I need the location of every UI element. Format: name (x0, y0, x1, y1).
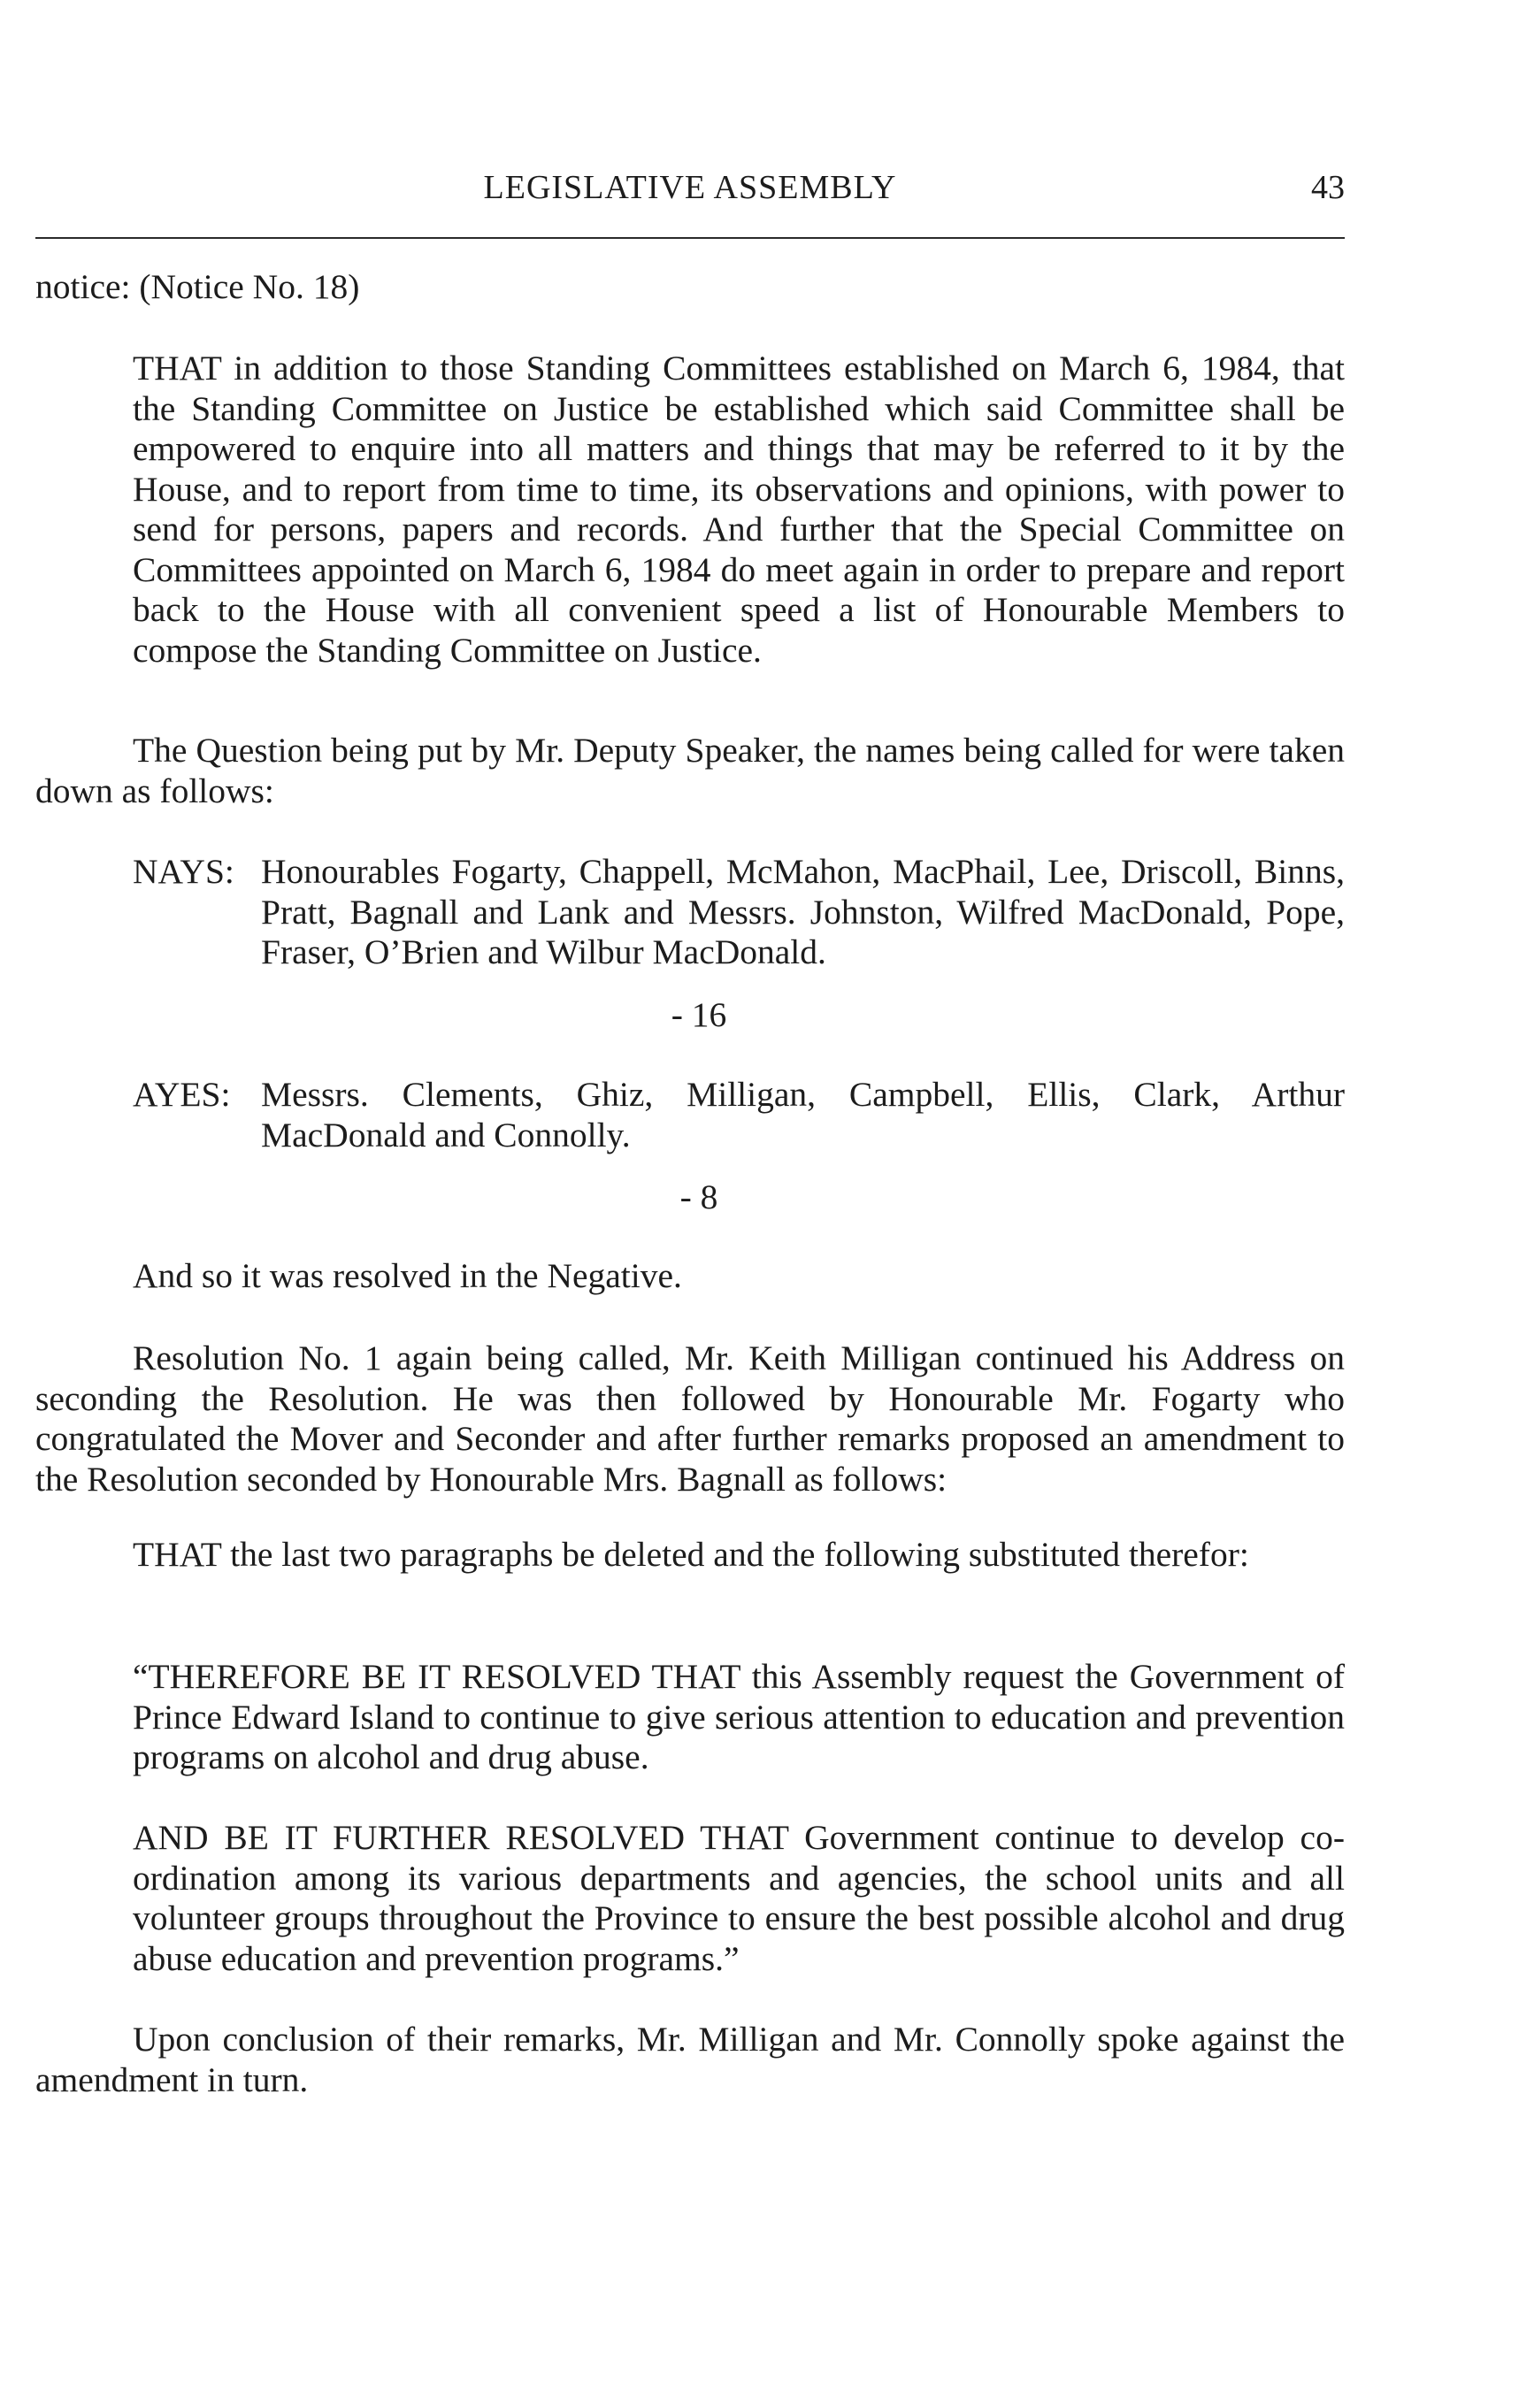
ayes-label: AYES: (133, 1075, 231, 1114)
ayes-names: Messrs. Clements, Ghiz, Milligan, Campbell, Ellis, Clark, Arthur MacDonald and Connolly. (261, 1075, 1345, 1154)
page-number: 43 (1311, 169, 1345, 206)
resolved-line: And so it was resolved in the Negative. (133, 1256, 682, 1295)
ayes-count: - 8 (679, 1177, 718, 1216)
nays-count: - 16 (671, 995, 727, 1034)
nays-label: NAYS: (133, 852, 234, 891)
motion-paragraph: THAT in addition to those Standing Committees established on March 6, 1984, that the Standing Committee on Justice be established which said Committee shall be empowered to enquire into all matters and things that may be referred to it by the House, and to report from time to time, its observations and opinions, with power to send for persons, papers and records. And further that the Special Committee on Committees appointed on March 6, 1984 do meet again in order to prepare and report back to the House with all convenient speed a list of Honourable Members to compose the Standing Committee on Justice. (133, 349, 1345, 670)
amendment-intro: THAT the last two paragraphs be deleted and the following substituted therefor: (133, 1535, 1249, 1574)
conclusion-paragraph: Upon conclusion of their remarks, Mr. Milligan and Mr. Connolly spoke against the amendment in turn. (35, 2020, 1345, 2099)
amendment-quote-1: “THEREFORE BE IT RESOLVED THAT this Assembly request the Government of Prince Edward Island to continue to give serious attention to education and prevention programs on alcohol and drug abuse. (133, 1657, 1345, 1776)
page-header (35, 168, 1345, 221)
notice-line: notice: (Notice No. 18) (35, 267, 360, 306)
header-rule (35, 237, 1345, 239)
running-head-title: LEGISLATIVE ASSEMBLY (483, 169, 897, 206)
nays-names: Honourables Fogarty, Chappell, McMahon, MacPhail, Lee, Driscoll, Binns, Pratt, Bagnall and Lank and Messrs. Johnston, Wilfred MacDonald, Pope, Fraser, O’Brien and Wilbur MacDonald. (261, 852, 1345, 971)
amendment-quote-2: AND BE IT FURTHER RESOLVED THAT Government continue to develop co-ordination among its various departments and agencies, the school units and all volunteer groups throughout the Province to ensure the best possible alcohol and drug abuse education and prevention programs.” (133, 1818, 1345, 1978)
question-paragraph: The Question being put by Mr. Deputy Speaker, the names being called for were taken down as follows: (35, 731, 1345, 810)
resolution-paragraph: Resolution No. 1 again being called, Mr. Keith Milligan continued his Address on seconding the Resolution. He was then followed by Honourable Mr. Fogarty who congratulated the Mover and Seconder and after further remarks proposed an amendment to the Resolution seconded by Honourable Mrs. Bagnall as follows: (35, 1338, 1345, 1499)
